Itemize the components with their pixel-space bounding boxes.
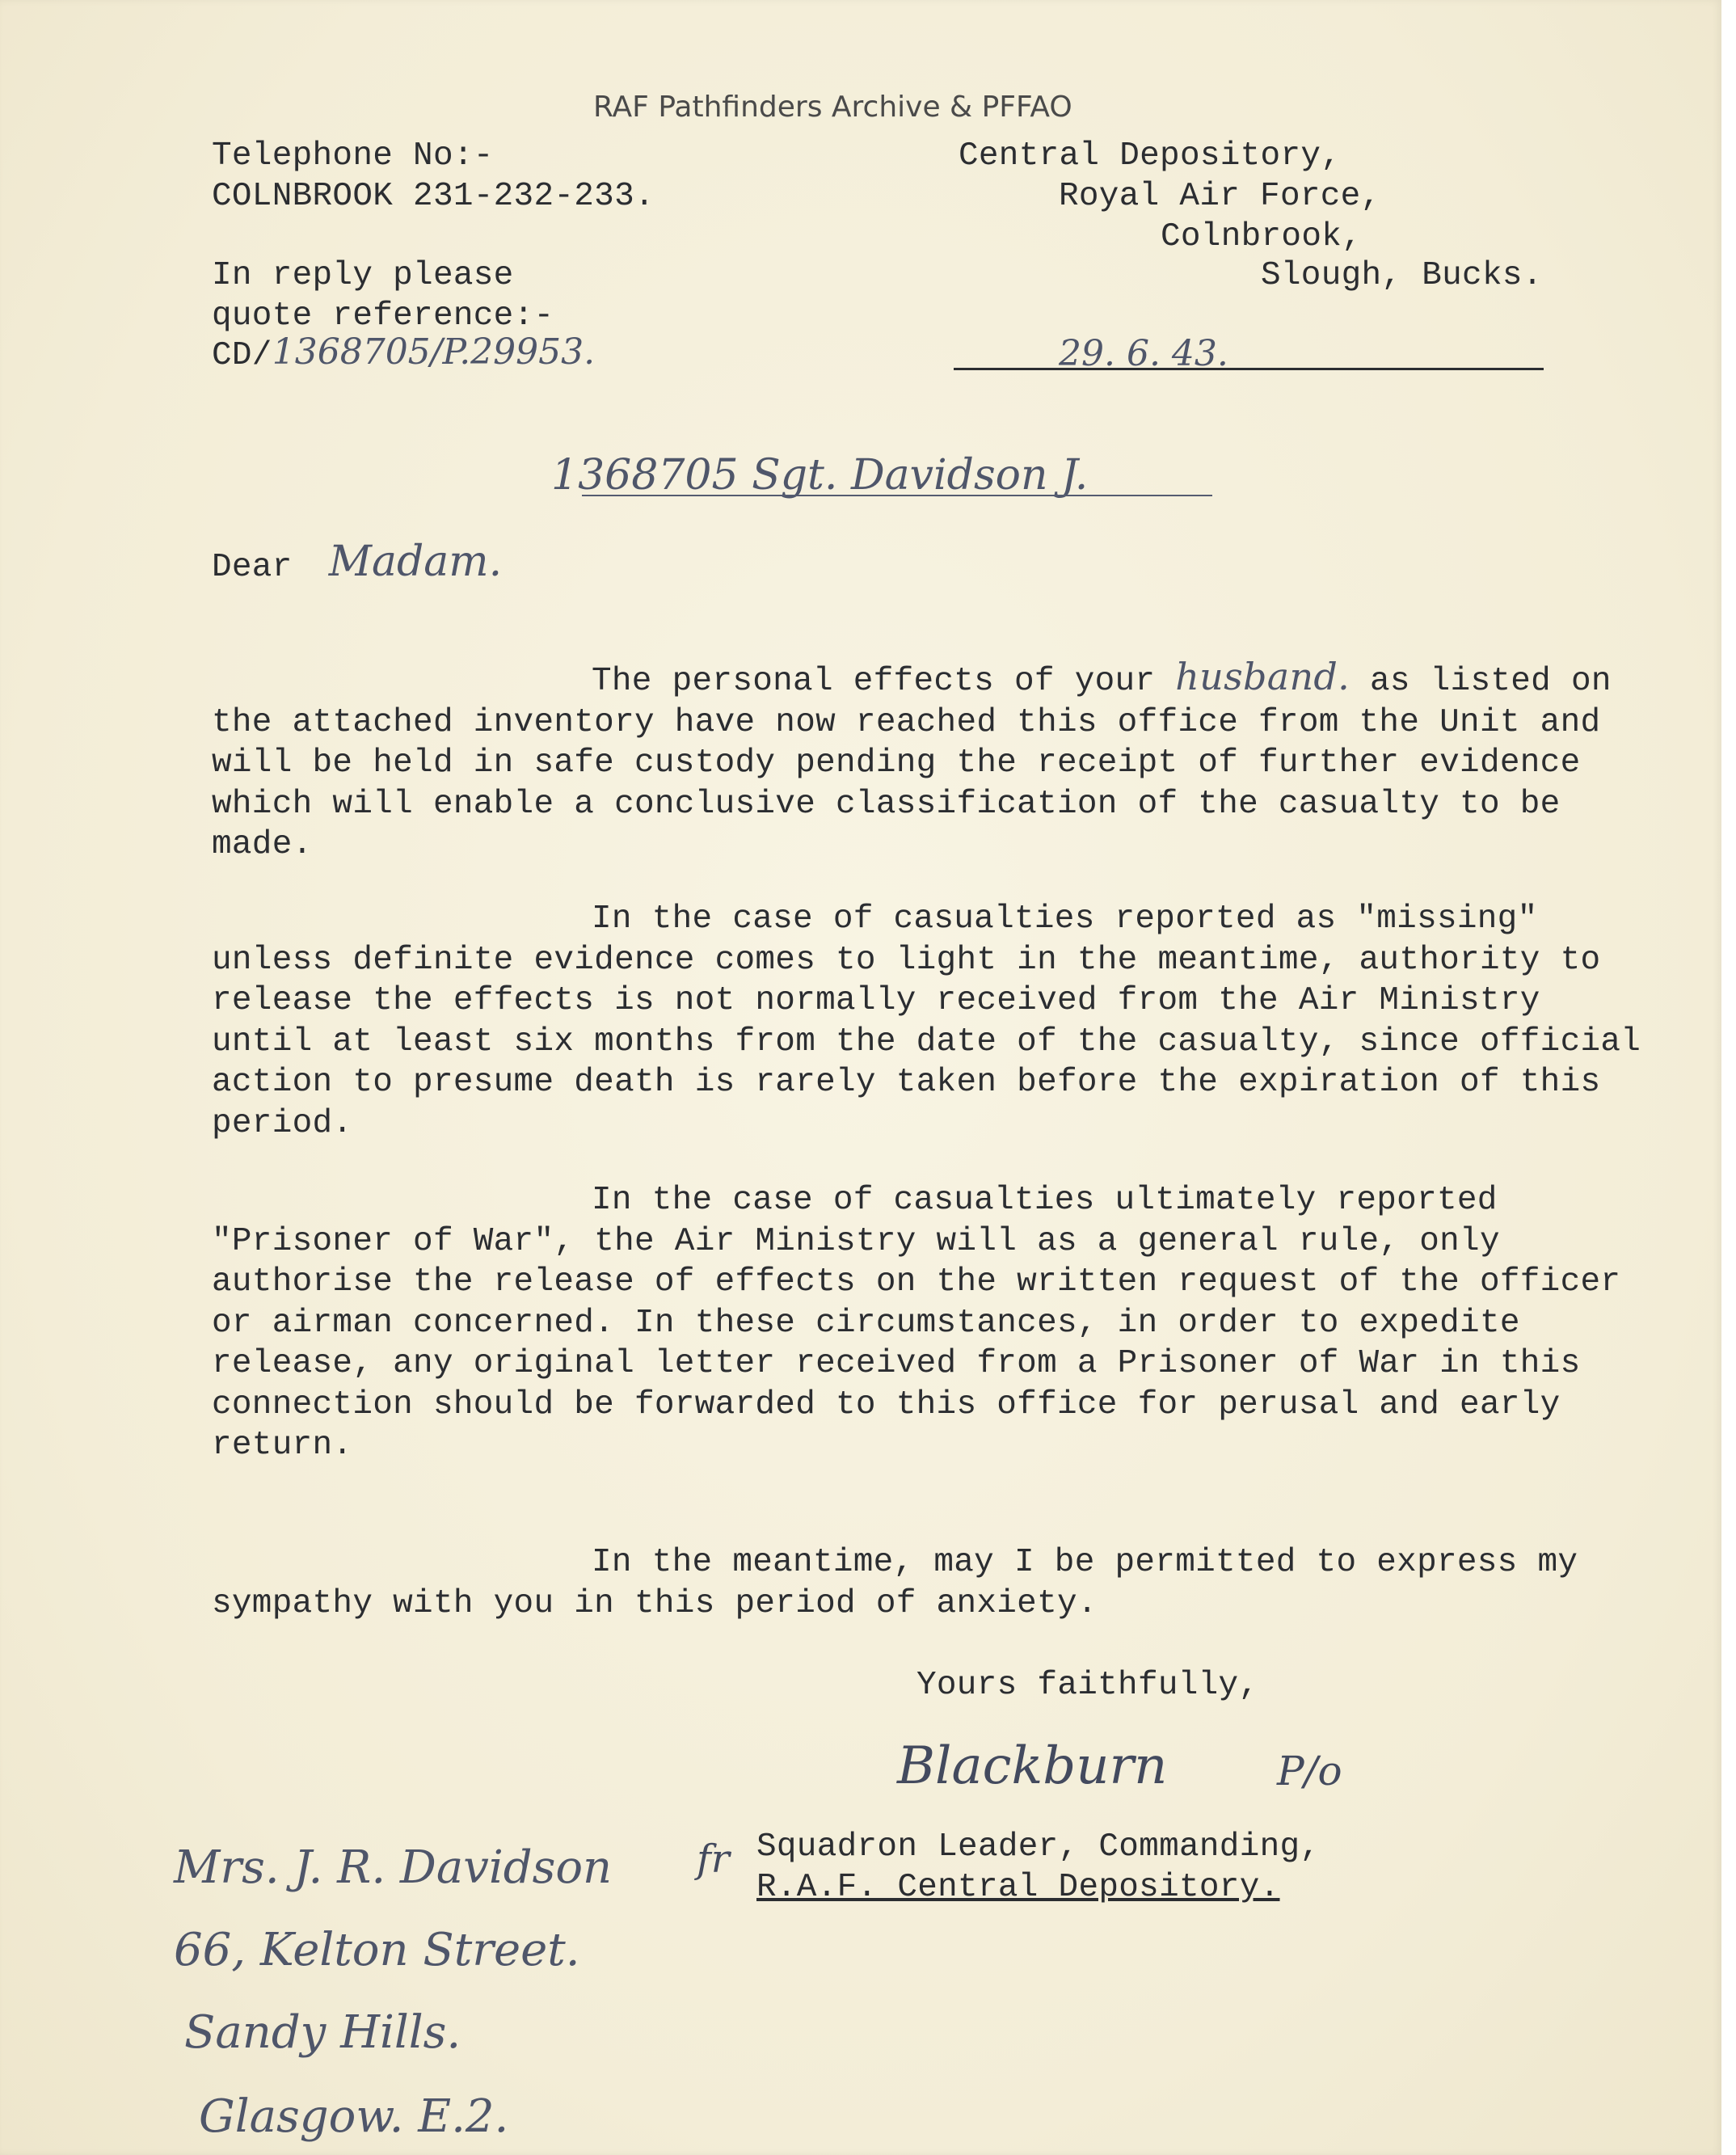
telephone-label: Telephone No:- — [212, 137, 494, 175]
salutation-typed: Dear — [212, 549, 293, 586]
signature-title-line2: R.A.F. Central Depository. — [756, 1869, 1280, 1906]
address-line2: Royal Air Force, — [1059, 178, 1381, 215]
reference-typed: CD/ — [212, 337, 272, 374]
reply-instruction-line2: quote reference:- — [212, 297, 554, 335]
recipient-line4: Glasgow. E.2. — [199, 2090, 509, 2143]
address-line4: Slough, Bucks. — [1261, 257, 1543, 294]
p4-text: In the meantime, may I be permitted to express my sympathy with you in this period of anxiety. — [212, 1544, 1578, 1622]
p1-before: The personal effects of your — [592, 663, 1156, 700]
p3-text: In the case of casualties ultimately reported "Prisoner of War", the Air Ministry will as a general rule, only authorise the release of effects on the written request of the officer or airman concerned. In these circumstances, in order to expedite release, any original letter received from a Prisoner of War in this connection should be forwarded to this office for perusal and early return. — [212, 1182, 1621, 1464]
date-handwritten: 29. 6. 43. — [1059, 333, 1228, 374]
reference-handwritten: 1368705/P.29953. — [272, 331, 596, 373]
reply-instruction-line1: In reply please — [212, 257, 514, 294]
signature-title-line1: Squadron Leader, Commanding, — [756, 1828, 1321, 1866]
telephone-number: COLNBROOK 231-232-233. — [212, 178, 655, 215]
p2-text: In the case of casualties reported as "missing" unless definite evidence comes to light in the meantime, authority to release the effects is not normally received from the Air Ministry until at least six months from the date of the casualty, since official action to presume death is rarely taken before the expiration of this period. — [212, 900, 1641, 1142]
body-paragraph-2 — [212, 899, 1650, 1144]
salutation — [212, 538, 502, 586]
body-paragraph-1 — [212, 656, 1650, 866]
recipient-line1: Mrs. J. R. Davidson — [174, 1841, 613, 1894]
body-paragraph-3 — [212, 1180, 1650, 1466]
recipient-line3: Sandy Hills. — [184, 2006, 461, 2059]
address-line3: Colnbrook, — [1161, 218, 1363, 255]
subject-underline — [582, 495, 1212, 496]
address-line1: Central Depository, — [959, 137, 1342, 175]
watermark: RAF Pathfinders Archive & PFFAO — [593, 91, 1072, 124]
p1-handwritten: husband. — [1175, 655, 1350, 698]
subject-handwritten: 1368705 Sgt. Davidson J. — [551, 451, 1089, 500]
body-paragraph-4 — [212, 1542, 1650, 1624]
salutation-handwritten: Madam. — [328, 538, 503, 586]
p1-after: as listed on the attached inventory have now reached this office from the Unit and will be held in safe custody pending the receipt of further evidence which will enable a conclusive classification of the casualty to be made. — [212, 663, 1612, 863]
date-rule — [954, 368, 1544, 370]
signature-rank: P/o — [1277, 1748, 1342, 1794]
signature-prefix: fr — [697, 1837, 730, 1882]
closing: Yours faithfully, — [916, 1667, 1259, 1704]
signature-name: Blackburn — [897, 1736, 1168, 1796]
recipient-line2: 66, Kelton Street. — [174, 1924, 580, 1976]
reference-line — [212, 331, 595, 374]
